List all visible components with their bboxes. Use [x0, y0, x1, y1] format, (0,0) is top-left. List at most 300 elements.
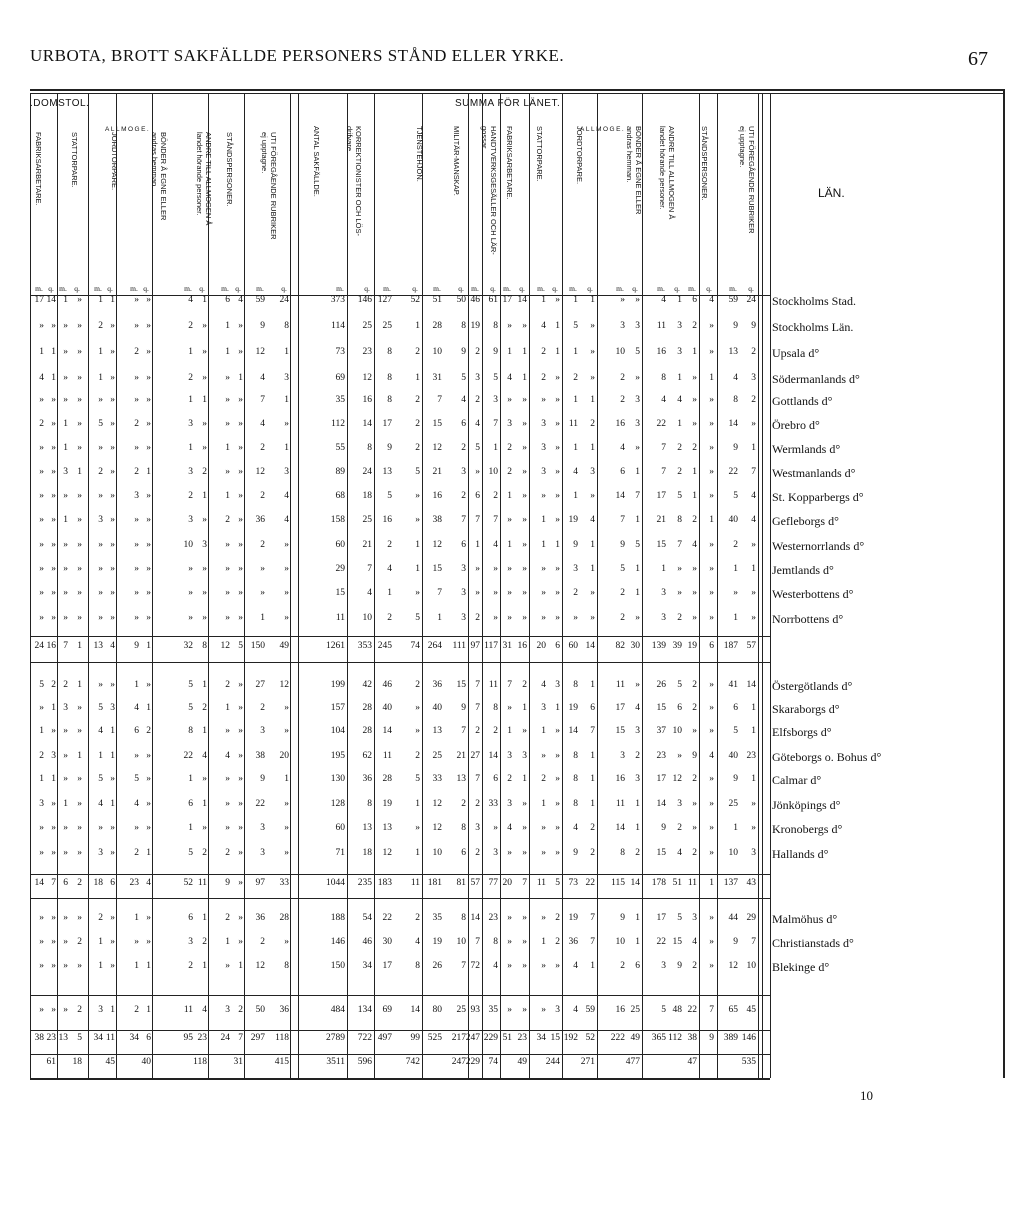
table-cell: 51 — [672, 878, 682, 888]
table-cell: » — [77, 613, 82, 623]
table-cell: 12 — [255, 347, 265, 357]
table-cell: 187 — [723, 641, 738, 651]
table-cell: 2 — [225, 515, 230, 525]
table-cell: 3 — [260, 848, 265, 858]
lan-name: Christianstads d° — [772, 936, 854, 950]
table-cell: 36 — [432, 680, 442, 690]
table-cell: 2 — [475, 613, 480, 623]
table-cell: » — [63, 588, 68, 598]
table-cell: 3 — [751, 373, 756, 383]
table-cell: » — [507, 848, 512, 858]
table-cell: » — [709, 419, 714, 429]
table-cell: 40 — [382, 703, 392, 713]
table-cell: 1 — [63, 419, 68, 429]
table-cell: 2 — [260, 937, 265, 947]
rule-horizontal — [30, 1054, 770, 1055]
table-cell: 4 — [98, 726, 103, 736]
table-cell: 1 — [555, 321, 560, 331]
table-cell: 2 — [225, 848, 230, 858]
table-cell: 11 — [335, 613, 345, 623]
table-cell: 3 — [677, 347, 682, 357]
table-cell: 1 — [415, 848, 420, 858]
table-cell: 264 — [427, 641, 442, 651]
table-cell: » — [238, 937, 243, 947]
table-cell: » — [146, 419, 151, 429]
table-cell: » — [63, 913, 68, 923]
table-cell: 2 — [415, 680, 420, 690]
table-cell: » — [51, 588, 56, 598]
table-cell: 3 — [507, 751, 512, 761]
table-cell: 4 — [573, 961, 578, 971]
table-cell: 22 — [656, 419, 666, 429]
table-cell: » — [415, 515, 420, 525]
table-cell: 6 — [146, 1033, 151, 1043]
table-cell: » — [573, 613, 578, 623]
table-cell: 1 — [541, 540, 546, 550]
table-cell: 7 — [475, 937, 480, 947]
table-cell: 30 — [630, 641, 640, 651]
table-cell: 2 — [692, 515, 697, 525]
rule-vertical — [758, 94, 759, 1078]
table-cell: » — [709, 774, 714, 784]
lan-name: Westernorrlands d° — [772, 539, 865, 553]
table-cell: 4 — [260, 419, 265, 429]
table-cell: 36 — [362, 774, 372, 784]
table-cell: 7 — [51, 878, 56, 888]
table-cell: 1 — [63, 515, 68, 525]
table-cell: 1 — [692, 467, 697, 477]
table-cell: 1 — [541, 937, 546, 947]
table-cell: 8 — [284, 961, 289, 971]
table-cell: 3 — [522, 751, 527, 761]
table-cell: 3 — [635, 395, 640, 405]
table-cell: 7 — [522, 878, 527, 888]
table-cell: 1 — [590, 564, 595, 574]
table-cell: 3 — [284, 373, 289, 383]
table-cell: » — [709, 540, 714, 550]
table-cell: 11 — [615, 680, 625, 690]
unit-header: q. — [48, 284, 54, 293]
bottom-number: 10 — [860, 1088, 873, 1103]
table-cell: 1 — [110, 295, 115, 305]
rule-horizontal — [30, 1078, 770, 1080]
table-cell: » — [77, 295, 82, 305]
table-cell: 1 — [225, 347, 230, 357]
table-cell: 3 — [225, 1005, 230, 1015]
table-cell: » — [522, 491, 527, 501]
table-cell: » — [51, 1005, 56, 1015]
table-cell: » — [493, 823, 498, 833]
table-cell: 28 — [362, 703, 372, 713]
table-cell: 16 — [656, 347, 666, 357]
table-cell: 28 — [432, 321, 442, 331]
rule-vertical — [468, 94, 469, 1078]
table-cell: » — [77, 321, 82, 331]
table-cell: 199 — [330, 680, 345, 690]
table-cell: » — [77, 588, 82, 598]
table-cell: 4 — [110, 641, 115, 651]
table-cell: 1 — [635, 515, 640, 525]
table-cell: 11 — [568, 419, 578, 429]
table-cell: 15 — [656, 848, 666, 858]
lan-name: Westmanlands d° — [772, 466, 856, 480]
table-cell: » — [77, 491, 82, 501]
table-cell: » — [415, 823, 420, 833]
table-cell: 36 — [255, 913, 265, 923]
table-cell: 8 — [284, 321, 289, 331]
table-cell: 389 — [723, 1033, 738, 1043]
table-cell: 4 — [284, 491, 289, 501]
table-cell: 2 — [77, 937, 82, 947]
lan-name: Upsala d° — [772, 346, 820, 360]
table-cell: » — [635, 295, 640, 305]
table-cell: » — [77, 443, 82, 453]
table-cell: 3 — [475, 823, 480, 833]
table-cell: » — [39, 823, 44, 833]
table-cell: » — [63, 961, 68, 971]
column-header: STÅNDSPERSONER. — [700, 126, 709, 201]
table-cell: 23 — [746, 751, 756, 761]
table-cell: 3 — [475, 373, 480, 383]
table-cell: 23 — [129, 878, 139, 888]
table-cell: 235 — [357, 878, 372, 888]
table-cell: 37 — [656, 726, 666, 736]
table-cell: 2 — [225, 913, 230, 923]
table-cell: » — [751, 613, 756, 623]
table-cell: 46 — [362, 937, 372, 947]
table-cell: » — [51, 395, 56, 405]
table-cell: 4 — [709, 751, 714, 761]
table-cell: 32 — [183, 641, 193, 651]
table-cell: 115 — [611, 878, 625, 888]
table-cell: » — [692, 799, 697, 809]
table-cell: 16 — [517, 641, 527, 651]
table-cell: 3 — [635, 726, 640, 736]
table-cell: 6 — [709, 641, 714, 651]
table-cell: 54 — [362, 913, 372, 923]
table-cell: 1 — [51, 347, 56, 357]
table-cell: 9 — [573, 540, 578, 550]
table-cell: 10 — [672, 726, 682, 736]
unit-header: m. — [729, 284, 737, 293]
table-cell: 1261 — [326, 641, 345, 651]
table-cell: » — [541, 823, 546, 833]
table-cell: » — [202, 613, 207, 623]
table-cell: 13 — [728, 347, 738, 357]
table-cell: » — [110, 395, 115, 405]
table-cell: 15 — [615, 726, 625, 736]
unit-header: q. — [143, 284, 149, 293]
table-cell: 7 — [260, 395, 265, 405]
table-cell: 34 — [362, 961, 372, 971]
table-cell: 8 — [415, 961, 420, 971]
table-cell: » — [63, 564, 68, 574]
table-cell: 59 — [585, 1005, 595, 1015]
table-cell: 5 — [39, 680, 44, 690]
table-cell: 5 — [475, 443, 480, 453]
table-cell: » — [202, 588, 207, 598]
table-cell: 2 — [620, 961, 625, 971]
table-cell: » — [733, 588, 738, 598]
table-cell: 1 — [709, 373, 714, 383]
table-cell: 3 — [98, 848, 103, 858]
table-cell: 1 — [202, 295, 207, 305]
table-cell: 4 — [573, 467, 578, 477]
table-cell: » — [51, 321, 56, 331]
table-cell: 34 — [93, 1033, 103, 1043]
table-cell: 127 — [377, 295, 392, 305]
summa-header: SUMMA FÖR LÄNET. — [455, 98, 561, 109]
table-cell: » — [751, 588, 756, 598]
table-cell: 5 — [677, 913, 682, 923]
table-cell: 5 — [415, 467, 420, 477]
column-header: JORDTORPARE. — [110, 132, 119, 191]
table-cell: 9 — [260, 321, 265, 331]
table-cell: 373 — [330, 295, 345, 305]
table-cell: 9 — [620, 540, 625, 550]
table-cell: 2 — [98, 913, 103, 923]
table-cell: 36 — [279, 1005, 289, 1015]
table-cell: 247 — [451, 1057, 466, 1067]
table-cell: 17 — [382, 961, 392, 971]
table-cell: 1 — [522, 774, 527, 784]
table-cell: 4 — [146, 878, 151, 888]
table-cell: 3 — [555, 1005, 560, 1015]
table-cell: 1 — [555, 540, 560, 550]
table-cell: 4 — [238, 295, 243, 305]
table-cell: 2 — [415, 347, 420, 357]
page-title: URBOTA, BROTT SAKFÄLLDE PERSONERS STÅND ELLER YRKE. — [30, 46, 565, 65]
table-cell: 535 — [741, 1057, 756, 1067]
table-cell: 2 — [733, 540, 738, 550]
table-cell: 3 — [98, 1005, 103, 1015]
table-cell: 2789 — [326, 1033, 345, 1043]
table-cell: 19 — [568, 703, 578, 713]
table-cell: » — [51, 799, 56, 809]
table-cell: » — [77, 823, 82, 833]
table-cell: » — [225, 395, 230, 405]
unit-header: q. — [364, 284, 370, 293]
table-cell: 3 — [541, 467, 546, 477]
table-cell: » — [77, 848, 82, 858]
table-cell: 2 — [146, 726, 151, 736]
table-cell: » — [110, 515, 115, 525]
table-cell: 2 — [98, 321, 103, 331]
table-cell: » — [51, 726, 56, 736]
table-cell: 60 — [568, 641, 578, 651]
table-cell: 49 — [517, 1057, 527, 1067]
table-cell: 2 — [692, 443, 697, 453]
table-cell: 1 — [415, 799, 420, 809]
table-cell: 9 — [493, 347, 498, 357]
table-cell: » — [709, 443, 714, 453]
table-cell: 1 — [590, 443, 595, 453]
table-cell: 7 — [461, 515, 466, 525]
table-cell: 112 — [668, 1033, 682, 1043]
table-cell: 2 — [260, 540, 265, 550]
table-cell: » — [284, 419, 289, 429]
table-cell: » — [110, 564, 115, 574]
table-cell: 1 — [225, 443, 230, 453]
table-cell: 497 — [377, 1033, 392, 1043]
table-cell: 49 — [630, 1033, 640, 1043]
table-cell: 18 — [362, 848, 372, 858]
rule-vertical — [30, 94, 31, 1078]
table-cell: 8 — [573, 774, 578, 784]
table-cell: 21 — [456, 751, 466, 761]
table-cell: 188 — [330, 913, 345, 923]
table-cell: 3 — [541, 419, 546, 429]
rule-vertical — [529, 94, 530, 1078]
table-cell: » — [98, 680, 103, 690]
table-cell: 19 — [568, 515, 578, 525]
column-header: BÖNDER Å EGNE ELLER andras hemman. — [150, 132, 168, 221]
table-cell: 1 — [751, 443, 756, 453]
table-cell: » — [146, 321, 151, 331]
column-header: ANTAL SAKFÄLLDE. — [312, 126, 321, 197]
table-cell: 3 — [661, 588, 666, 598]
table-cell: » — [110, 419, 115, 429]
table-cell: 2 — [635, 848, 640, 858]
table-cell: 1 — [661, 564, 666, 574]
table-cell: 42 — [362, 680, 372, 690]
table-cell: » — [238, 799, 243, 809]
table-cell: 9 — [461, 347, 466, 357]
table-cell: » — [541, 588, 546, 598]
table-cell: » — [493, 588, 498, 598]
table-cell: 74 — [410, 641, 420, 651]
table-cell: » — [110, 443, 115, 453]
table-cell: » — [709, 395, 714, 405]
table-cell: 2 — [692, 848, 697, 858]
table-cell: 12 — [432, 799, 442, 809]
table-cell: 7 — [461, 961, 466, 971]
table-cell: 6 — [677, 703, 682, 713]
table-cell: 1 — [225, 321, 230, 331]
table-cell: » — [555, 823, 560, 833]
table-cell: » — [202, 823, 207, 833]
table-cell: 1 — [493, 443, 498, 453]
table-cell: 2 — [415, 443, 420, 453]
table-cell: 1 — [573, 395, 578, 405]
table-cell: 7 — [493, 515, 498, 525]
table-cell: 7 — [437, 395, 442, 405]
table-cell: » — [541, 613, 546, 623]
table-cell: 89 — [335, 467, 345, 477]
rule-horizontal — [30, 1030, 770, 1031]
table-cell: 13 — [93, 641, 103, 651]
table-cell: 2 — [555, 913, 560, 923]
table-cell: 8 — [573, 799, 578, 809]
table-cell: 16 — [615, 419, 625, 429]
table-cell: 222 — [610, 1033, 625, 1043]
table-cell: 2 — [692, 961, 697, 971]
table-cell: 3 — [188, 937, 193, 947]
column-header: STATTORPARE. — [70, 132, 79, 188]
table-cell: 7 — [493, 419, 498, 429]
table-cell: » — [77, 913, 82, 923]
column-header: FABRIKSARBETARE. — [505, 126, 514, 200]
table-cell: » — [522, 848, 527, 858]
table-cell: 3 — [63, 703, 68, 713]
table-cell: 5 — [238, 641, 243, 651]
table-cell: 1 — [110, 1005, 115, 1015]
table-cell: 5 — [461, 373, 466, 383]
lan-name: Göteborgs o. Bohus d° — [772, 750, 882, 764]
table-cell: 596 — [357, 1057, 372, 1067]
table-cell: 8 — [461, 823, 466, 833]
table-cell: 2 — [590, 419, 595, 429]
table-cell: 25 — [456, 1005, 466, 1015]
table-cell: » — [507, 703, 512, 713]
table-cell: » — [225, 613, 230, 623]
rule-horizontal — [30, 874, 770, 875]
table-cell: 1 — [77, 641, 82, 651]
table-cell: » — [522, 613, 527, 623]
table-cell: » — [225, 588, 230, 598]
table-cell: 1 — [202, 395, 207, 405]
table-cell: 3 — [620, 321, 625, 331]
table-cell: » — [541, 1005, 546, 1015]
rule-vertical — [290, 94, 291, 1078]
table-cell: 10 — [488, 467, 498, 477]
table-cell: 4 — [134, 703, 139, 713]
table-cell: 5 — [188, 848, 193, 858]
column-header: ANDRE TILL ALLMOGEN Å landet hörande personer. — [658, 126, 676, 220]
table-cell: 117 — [484, 641, 498, 651]
table-cell: 742 — [405, 1057, 420, 1067]
table-cell: 1 — [677, 295, 682, 305]
table-cell: 118 — [193, 1057, 207, 1067]
table-cell: 46 — [470, 295, 480, 305]
table-cell: 17 — [382, 419, 392, 429]
table-cell: » — [709, 321, 714, 331]
table-cell: 22 — [183, 751, 193, 761]
table-cell: 9 — [733, 774, 738, 784]
table-cell: 3 — [260, 726, 265, 736]
table-cell: 1 — [522, 347, 527, 357]
table-cell: 9 — [733, 321, 738, 331]
table-cell: 14 — [615, 823, 625, 833]
table-cell: 4 — [692, 937, 697, 947]
lan-name: Östergötlands d° — [772, 679, 853, 693]
table-cell: 5 — [98, 774, 103, 784]
table-cell: 7 — [620, 515, 625, 525]
table-cell: 8 — [661, 373, 666, 383]
table-cell: 1 — [415, 540, 420, 550]
table-cell: 1 — [692, 347, 697, 357]
table-cell: 1 — [188, 774, 193, 784]
table-cell: » — [77, 395, 82, 405]
table-cell: 12 — [432, 540, 442, 550]
allmoge-left-header: ALLMOGE. — [105, 126, 151, 133]
table-cell: » — [522, 1005, 527, 1015]
table-cell: 1 — [146, 467, 151, 477]
lan-name: Stockholms Län. — [772, 320, 854, 334]
table-cell: » — [77, 961, 82, 971]
table-cell: 9 — [620, 913, 625, 923]
table-cell: 15 — [456, 680, 466, 690]
table-cell: 45 — [746, 1005, 756, 1015]
table-cell: » — [146, 680, 151, 690]
table-cell: » — [98, 540, 103, 550]
table-cell: 10 — [746, 961, 756, 971]
table-cell: » — [146, 395, 151, 405]
lan-name: Jemtlands d° — [772, 563, 834, 577]
table-cell: » — [238, 443, 243, 453]
table-cell: 1 — [475, 540, 480, 550]
table-cell: 4 — [507, 373, 512, 383]
